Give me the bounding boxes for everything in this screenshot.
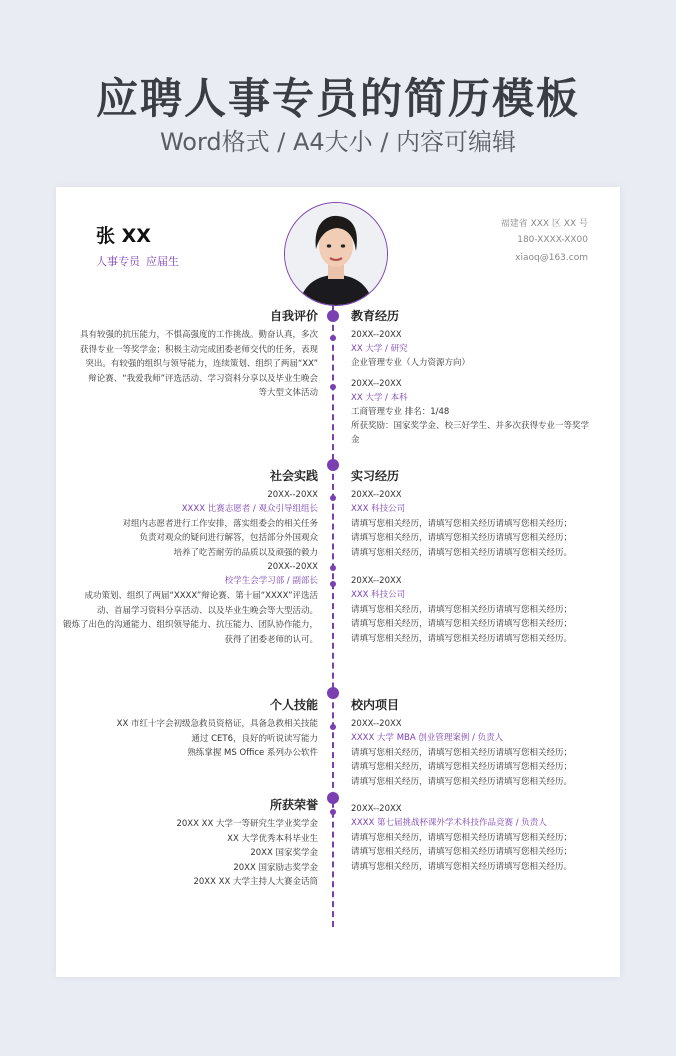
timeline-dot-small xyxy=(330,809,336,815)
banner-subtitle: Word格式 / A4大小 / 内容可编辑 xyxy=(159,128,517,156)
intern-company: XXX 科技公司 xyxy=(351,590,406,600)
self-eval-line: 突出。有较强的组织与领导能力，连续策划、组织了两届“XX” xyxy=(85,359,318,369)
social-date: 20XX--20XX xyxy=(267,490,318,500)
edu-detail: 工商管理专业 排名：1/48 xyxy=(351,407,450,417)
social-detail: 动、首届学习资料分享活动、以及毕业生晚会等大型活动。 xyxy=(96,605,318,616)
banner-title: 应聘人事专员的简历模板 xyxy=(95,74,580,123)
project-detail: 请填写您相关经历，请填写您相关经历请填写您相关经历； xyxy=(351,832,573,843)
social-detail: 负责对观众的疑问进行解答，包括部分外国观众 xyxy=(139,533,318,543)
skill-line: 通过 CET6，良好的听说读写能力 xyxy=(191,733,318,744)
intern-date: 20XX--20XX xyxy=(351,490,402,500)
project-detail: 请填写您相关经历，请填写您相关经历请填写您相关经历； xyxy=(351,762,573,772)
honor-line: 20XX 国家励志奖学金 xyxy=(233,862,318,873)
social-detail: 对组内志愿者进行工作安排，落实组委会的相关任务 xyxy=(122,518,318,529)
intern-detail: 请填写您相关经历，请填写您相关经历请填写您相关经历。 xyxy=(351,633,573,644)
edu-school: XX 大学 / 本科 xyxy=(351,393,408,403)
project-name: XXXX 大学 MBA 创业管理案例 / 负责人 xyxy=(351,733,504,743)
skill-line: 熟练掌握 MS Office 系列办公软件 xyxy=(187,748,318,758)
social-date: 20XX--20XX xyxy=(267,562,318,572)
social-detail: 锻炼了出色的沟通能力、组织领导能力、抗压能力、团队协作能力， xyxy=(62,620,318,630)
profile-photo xyxy=(284,202,388,306)
timeline-dot xyxy=(327,792,339,804)
self-eval-line: 辩论赛、“我爱我师”评选活动、学习资料分享以及毕业生晚会 xyxy=(88,373,318,384)
edu-date: 20XX--20XX xyxy=(351,330,402,340)
project-detail: 请填写您相关经历，请填写您相关经历请填写您相关经历。 xyxy=(351,776,573,787)
section-title-internship: 实习经历 xyxy=(351,469,400,483)
timeline-dot-small xyxy=(330,495,336,501)
role-position: 人事专员 xyxy=(96,255,140,268)
intern-detail: 请填写您相关经历，请填写您相关经历请填写您相关经历。 xyxy=(351,547,573,558)
social-org: XXXX 比赛志愿者 / 观众引导组组长 xyxy=(181,504,318,514)
edu-detail: 所获奖励：国家奖学金、校三好学生、并多次获得专业一等奖学 xyxy=(351,421,590,431)
contact-address: 福建省 XXX 区 XX 号 xyxy=(500,219,588,229)
honor-line: 20XX XX 大学主持人大赛金话筒 xyxy=(193,877,318,887)
timeline-dot xyxy=(327,459,339,471)
intern-detail: 请填写您相关经历，请填写您相关经历请填写您相关经历； xyxy=(351,518,573,529)
project-detail: 请填写您相关经历，请填写您相关经历请填写您相关经历； xyxy=(351,847,573,857)
project-date: 20XX--20XX xyxy=(351,719,402,729)
edu-detail: 企业管理专业（人力资源方向） xyxy=(351,358,471,368)
social-org: 校学生会学习部 / 副部长 xyxy=(224,576,318,586)
timeline-line xyxy=(332,305,334,927)
intern-detail: 请填写您相关经历，请填写您相关经历请填写您相关经历； xyxy=(351,604,573,615)
timeline-dot-small xyxy=(330,335,336,341)
section-title-honors: 所获荣誉 xyxy=(269,798,318,812)
timeline-dot xyxy=(327,310,339,322)
self-eval-line: 获得专业一等奖学金；积极主动完成团委老师交代的任务，表现 xyxy=(79,344,318,355)
skill-line: XX 市红十字会初级急救员资格证，具备急救相关技能 xyxy=(116,719,318,729)
timeline-dot-small xyxy=(330,565,336,571)
self-eval-line: 等大型文体活动 xyxy=(258,388,318,398)
section-title-social: 社会实践 xyxy=(269,469,318,483)
self-eval-line: 具有较强的抗压能力，不惧高强度的工作挑战。勤奋认真，多次 xyxy=(79,330,318,340)
intern-detail: 请填写您相关经历，请填写您相关经历请填写您相关经历； xyxy=(351,619,573,629)
edu-date: 20XX--20XX xyxy=(351,379,402,389)
honor-line: XX 大学优秀本科毕业生 xyxy=(227,833,318,844)
timeline-dot-small xyxy=(330,384,336,390)
project-detail: 请填写您相关经历，请填写您相关经历请填写您相关经历； xyxy=(351,747,573,758)
timeline-dot-small xyxy=(330,724,336,730)
section-title-skills: 个人技能 xyxy=(269,698,318,712)
project-date: 20XX--20XX xyxy=(351,804,402,814)
social-detail: 获得了团委老师的认可。 xyxy=(224,634,318,645)
role-status: 应届生 xyxy=(146,255,179,268)
intern-company: XXX 科技公司 xyxy=(351,504,406,514)
honor-line: 20XX 国家奖学金 xyxy=(250,848,318,858)
social-detail: 培养了吃苦耐劳的品质以及顽强的毅力 xyxy=(173,547,318,558)
project-detail: 请填写您相关经历，请填写您相关经历请填写您相关经历。 xyxy=(351,861,573,872)
intern-date: 20XX--20XX xyxy=(351,576,402,586)
timeline-dot xyxy=(327,687,339,699)
candidate-role xyxy=(96,253,185,269)
project-name: XXXX 第七届挑战杯课外学术科技作品竞赛 / 负责人 xyxy=(351,818,547,828)
resume-page xyxy=(56,187,620,977)
contact-phone: 180-XXXX-XX00 xyxy=(517,235,588,245)
honor-line: 20XX XX 大学一等研究生学业奖学金 xyxy=(176,819,318,829)
section-title-campus: 校内项目 xyxy=(351,698,400,712)
candidate-name: 张 XX xyxy=(96,225,151,247)
intern-detail: 请填写您相关经历，请填写您相关经历请填写您相关经历； xyxy=(351,533,573,543)
timeline-dot-small xyxy=(330,581,336,587)
edu-detail: 金 xyxy=(351,435,360,445)
section-title-education: 教育经历 xyxy=(351,309,400,323)
social-detail: 成功策划、组织了两届“XXXX”辩论赛、第十届“XXXX”评选活 xyxy=(84,591,318,601)
section-title-self-eval: 自我评价 xyxy=(269,309,318,323)
contact-email[interactable]: xiaoq@163.com xyxy=(515,253,588,263)
edu-school: XX 大学 / 研究 xyxy=(351,344,408,354)
